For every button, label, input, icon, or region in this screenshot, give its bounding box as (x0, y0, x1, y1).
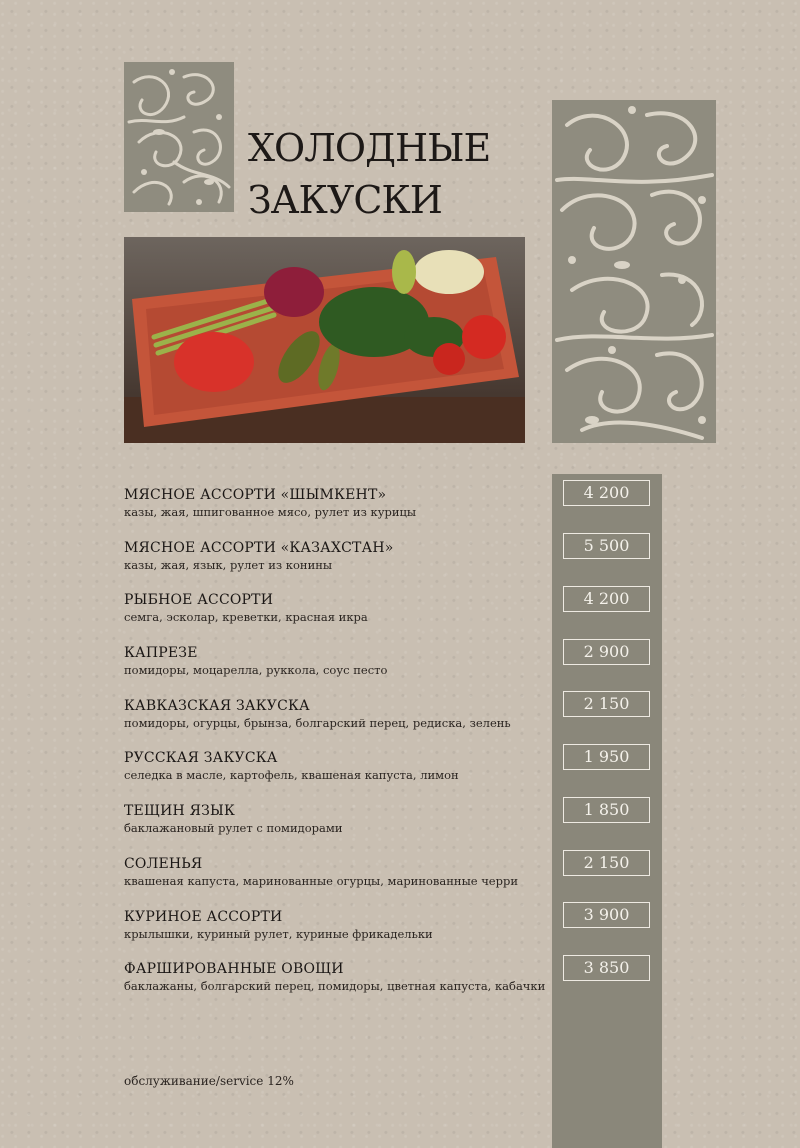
floral-ornament-top (124, 62, 234, 212)
item-price: 2 150 (563, 691, 650, 717)
title-line-2: ЗАКУСКИ (248, 178, 442, 222)
item-name: СОЛЕНЬЯ (124, 856, 203, 872)
item-name: КУРИНОЕ АССОРТИ (124, 909, 283, 925)
item-price: 1 950 (563, 744, 650, 770)
menu-item (124, 539, 544, 573)
item-description: баклажаны, болгарский перец, помидоры, цветная капуста, кабачки (124, 979, 546, 993)
menu-item (124, 591, 544, 625)
item-price: 5 500 (563, 533, 650, 559)
item-description: помидоры, огурцы, брынза, болгарский перец, редиска, зелень (124, 716, 511, 730)
menu-item (124, 960, 544, 994)
item-description: казы, жая, шпигованное мясо, рулет из курицы (124, 505, 417, 519)
item-name: КАПРЕЗЕ (124, 645, 198, 661)
floral-ornament-right (552, 100, 716, 443)
item-price: 4 200 (563, 586, 650, 612)
menu-item (124, 908, 544, 942)
menu-item (124, 644, 544, 678)
appetizer-photo (124, 237, 525, 443)
item-description: селедка в масле, картофель, квашеная капуста, лимон (124, 768, 459, 782)
title-line-1: ХОЛОДНЫЕ (248, 126, 491, 170)
item-name: ТЕЩИН ЯЗЫК (124, 803, 236, 819)
item-name: МЯСНОЕ АССОРТИ «КАЗАХСТАН» (124, 540, 394, 556)
menu-item (124, 749, 544, 783)
menu-item (124, 802, 544, 836)
menu-item (124, 855, 544, 889)
item-price: 2 150 (563, 850, 650, 876)
item-name: МЯСНОЕ АССОРТИ «ШЫМКЕНТ» (124, 487, 387, 503)
service-charge-note: обслуживание/service 12% (124, 1074, 294, 1088)
item-name: ФАРШИРОВАННЫЕ ОВОЩИ (124, 961, 344, 977)
item-price: 1 850 (563, 797, 650, 823)
item-description: крылышки, куриный рулет, куриные фрикадельки (124, 927, 433, 941)
item-description: баклажановый рулет с помидорами (124, 821, 343, 835)
item-description: помидоры, моцарелла, руккола, соус песто (124, 663, 388, 677)
item-price: 3 850 (563, 955, 650, 981)
page-title (248, 122, 538, 226)
item-description: квашеная капуста, маринованные огурцы, маринованные черри (124, 874, 519, 888)
menu-item (124, 486, 544, 520)
item-price: 3 900 (563, 902, 650, 928)
menu-item (124, 697, 544, 731)
item-description: казы, жая, язык, рулет из конины (124, 558, 333, 572)
item-name: РЫБНОЕ АССОРТИ (124, 592, 274, 608)
item-name: КАВКАЗСКАЯ ЗАКУСКА (124, 698, 310, 714)
item-price: 4 200 (563, 480, 650, 506)
item-description: семга, эсколар, креветки, красная икра (124, 610, 368, 624)
item-name: РУССКАЯ ЗАКУСКА (124, 750, 278, 766)
item-price: 2 900 (563, 639, 650, 665)
